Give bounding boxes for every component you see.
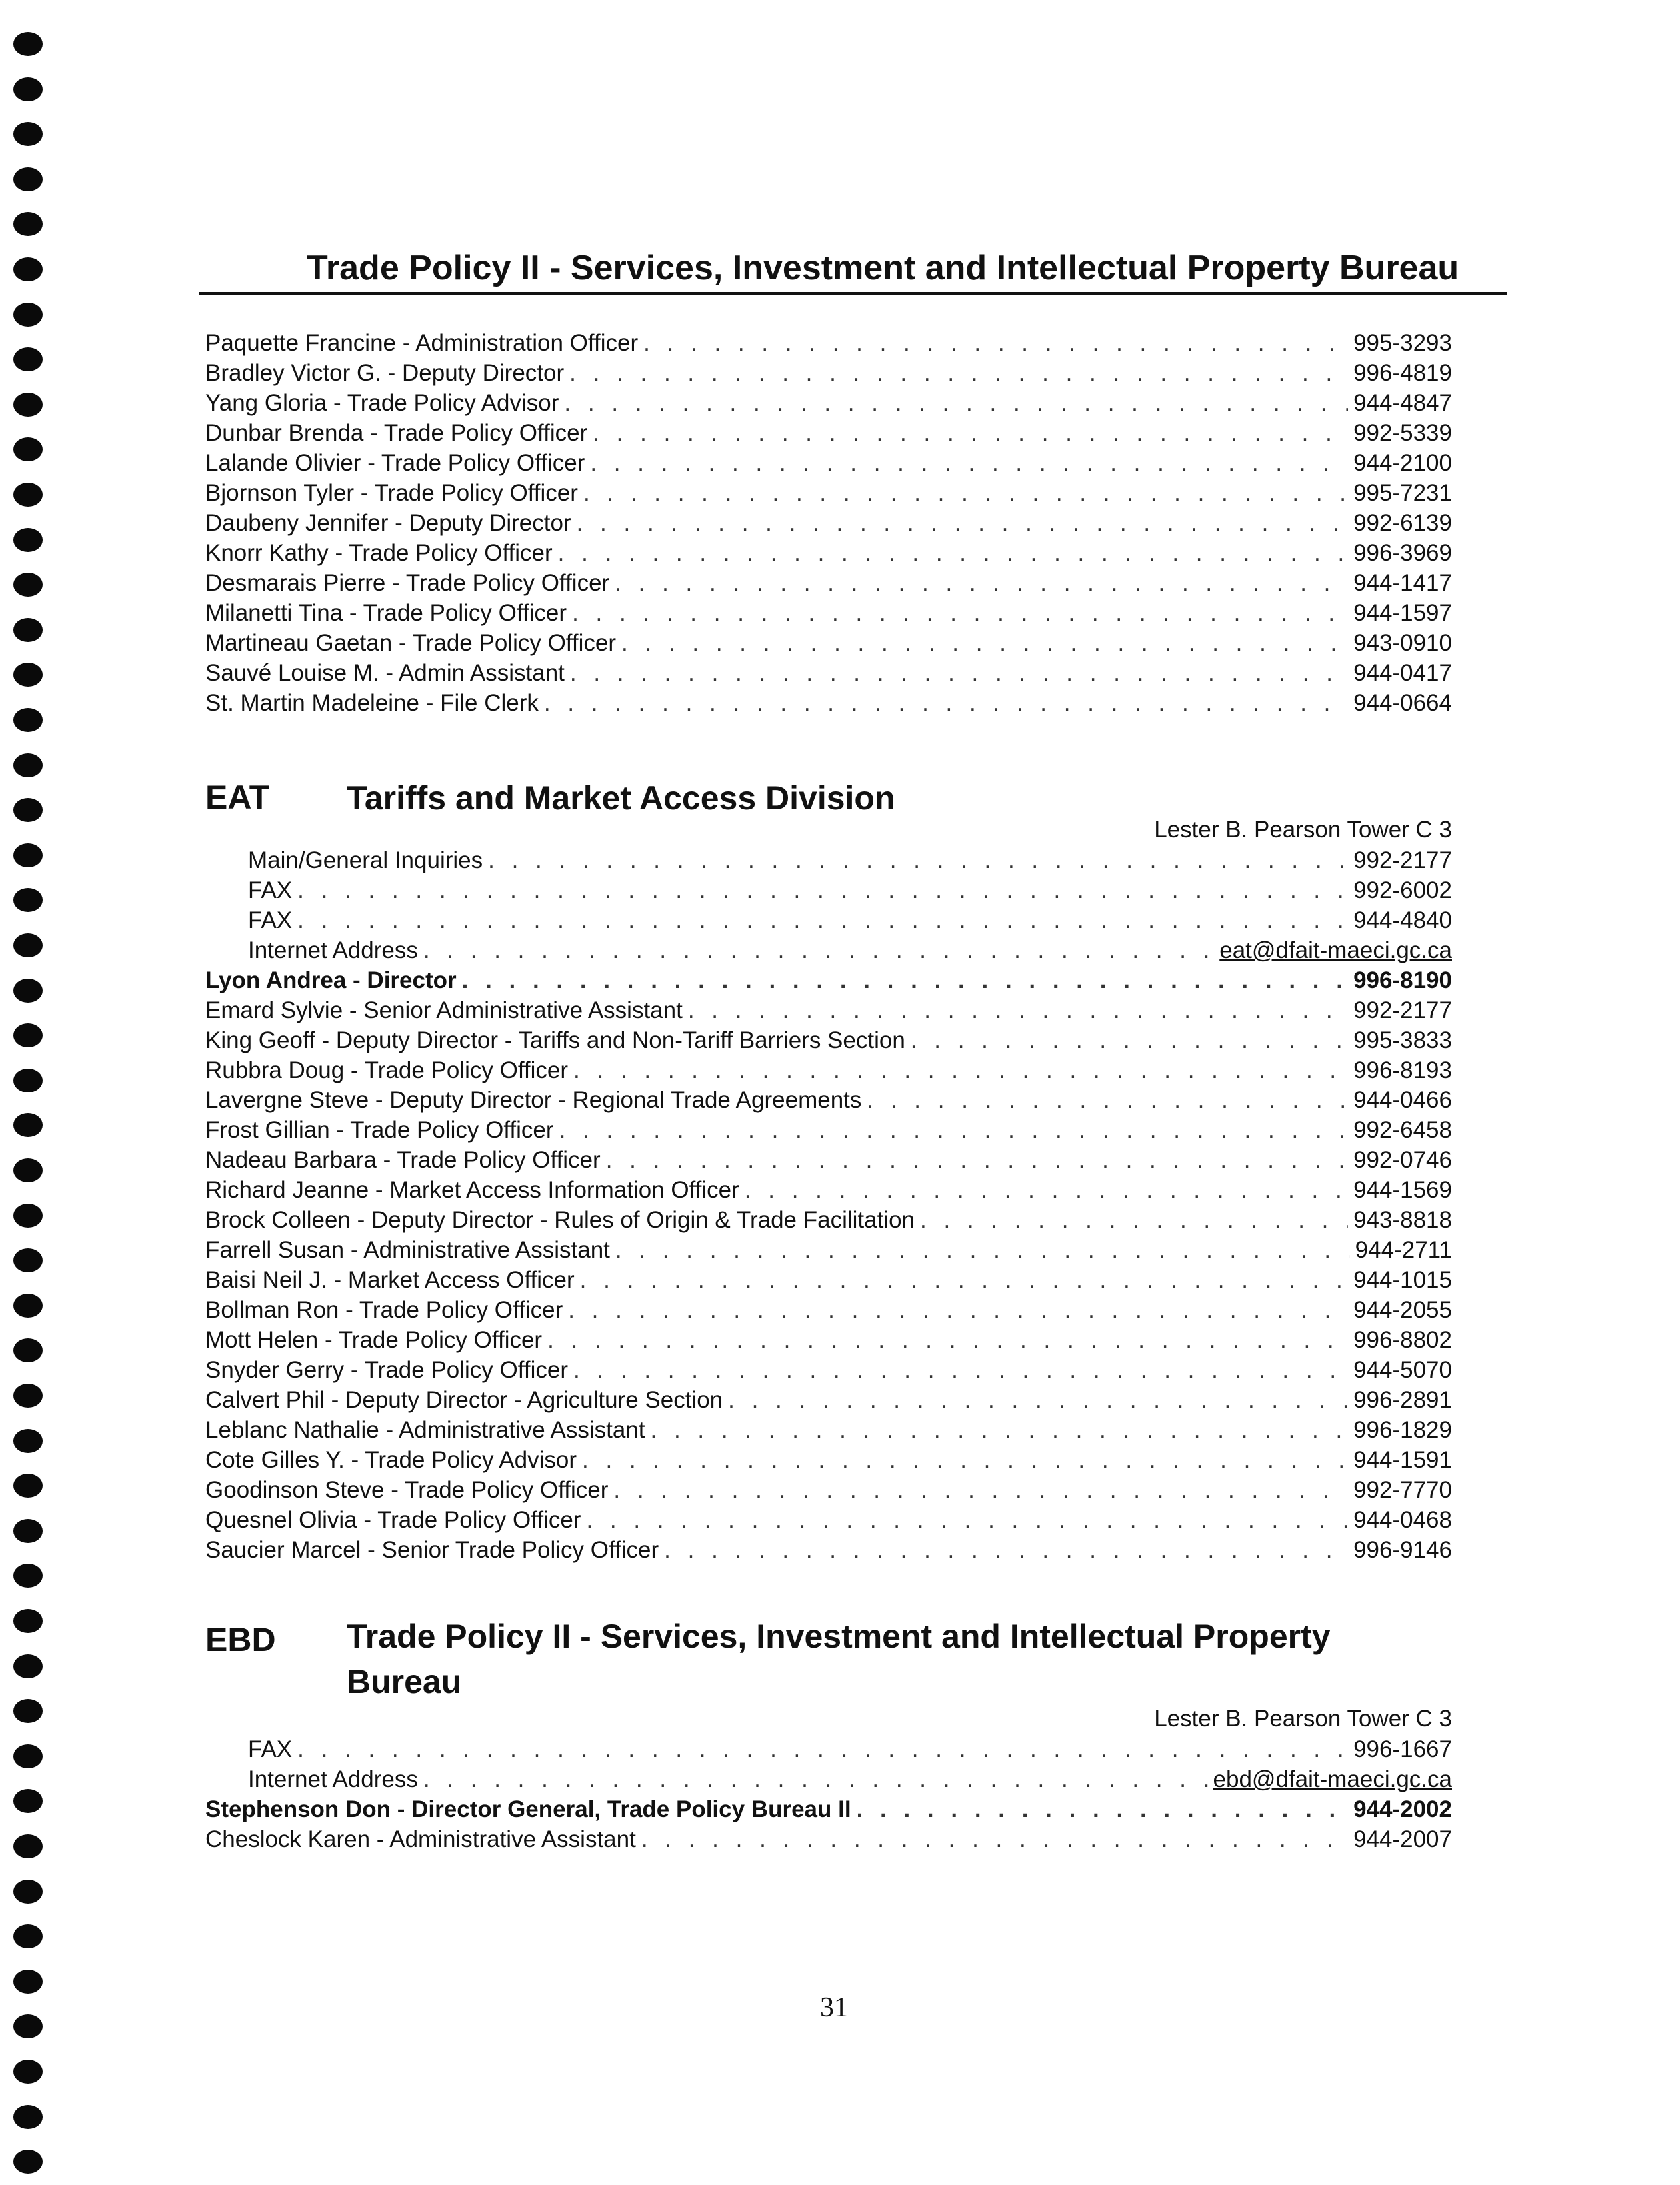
ebd-contact-list xyxy=(205,1734,1452,1794)
phone-number: 996-1829 xyxy=(1353,1417,1452,1443)
punch-hole-strip xyxy=(0,0,53,2185)
directory-row xyxy=(205,508,1452,538)
punch-hole xyxy=(13,2105,43,2129)
directory-row xyxy=(205,1355,1452,1385)
dot-leader xyxy=(488,845,1348,875)
entry-label: Bradley Victor G. - Deputy Director xyxy=(205,360,565,386)
phone-number: 992-6458 xyxy=(1353,1117,1452,1143)
email-link[interactable]: eat@dfait-maeci.gc.ca xyxy=(1219,937,1452,963)
entry-label: Lavergne Steve - Deputy Director - Regional Trade Agreements xyxy=(205,1087,862,1113)
entry-label: Saucier Marcel - Senior Trade Policy Officer xyxy=(205,1537,659,1563)
entry-label: Daubeny Jennifer - Deputy Director xyxy=(205,510,571,536)
entry-label: Goodinson Steve - Trade Policy Officer xyxy=(205,1477,609,1503)
directory-row xyxy=(205,1505,1452,1535)
dot-leader xyxy=(688,995,1348,1025)
punch-hole xyxy=(13,1069,43,1092)
phone-number: 943-0910 xyxy=(1353,630,1452,656)
directory-row xyxy=(205,388,1452,418)
phone-number: 996-8802 xyxy=(1353,1327,1452,1353)
eat-division-code: EAT xyxy=(205,779,270,816)
punch-hole xyxy=(13,393,43,417)
directory-row xyxy=(205,965,1452,995)
directory-row xyxy=(205,448,1452,478)
punch-hole xyxy=(13,1204,43,1228)
dot-leader xyxy=(590,448,1348,478)
punch-hole xyxy=(13,843,43,867)
phone-number: 944-4847 xyxy=(1353,390,1452,416)
punch-hole xyxy=(13,212,43,236)
directory-row xyxy=(205,1115,1452,1145)
punch-hole xyxy=(13,798,43,822)
entry-label: Rubbra Doug - Trade Policy Officer xyxy=(205,1057,569,1083)
directory-row xyxy=(205,538,1452,568)
entry-label: Brock Colleen - Deputy Director - Rules of Origin & Trade Facilitation xyxy=(205,1207,915,1233)
punch-hole xyxy=(13,167,43,191)
directory-row xyxy=(205,1295,1452,1325)
punch-hole xyxy=(13,2060,43,2084)
entry-label: Internet Address xyxy=(248,1766,418,1792)
phone-number: 944-2002 xyxy=(1353,1796,1452,1822)
directory-row xyxy=(205,1325,1452,1355)
dot-leader xyxy=(564,388,1348,418)
entry-label: Paquette Francine - Administration Officer xyxy=(205,330,639,356)
punch-hole xyxy=(13,1654,43,1678)
entry-label: Leblanc Nathalie - Administrative Assistant xyxy=(205,1417,645,1443)
ebd-division-title-line1: Trade Policy II - Services, Investment and Intellectual Property xyxy=(347,1618,1331,1655)
directory-row xyxy=(205,478,1452,508)
phone-number: 944-2007 xyxy=(1353,1826,1452,1852)
entry-label: Yang Gloria - Trade Policy Advisor xyxy=(205,390,559,416)
dot-leader xyxy=(577,508,1348,538)
directory-row xyxy=(205,1385,1452,1415)
dot-leader xyxy=(615,568,1348,598)
punch-hole xyxy=(13,1113,43,1137)
entry-label: FAX xyxy=(248,877,293,903)
punch-hole xyxy=(13,77,43,101)
dot-leader xyxy=(558,538,1348,568)
dot-leader xyxy=(664,1535,1348,1565)
dot-leader xyxy=(641,1824,1348,1854)
dot-leader xyxy=(745,1175,1348,1205)
dot-leader xyxy=(583,478,1348,508)
directory-row xyxy=(205,1205,1452,1235)
entry-label: Sauvé Louise M. - Admin Assistant xyxy=(205,660,565,686)
entry-label: Baisi Neil J. - Market Access Officer xyxy=(205,1267,575,1293)
directory-row xyxy=(205,1055,1452,1085)
directory-row xyxy=(205,1794,1452,1824)
directory-row xyxy=(205,328,1452,358)
punch-hole xyxy=(13,2014,43,2038)
dot-leader xyxy=(606,1145,1348,1175)
dot-leader xyxy=(613,1475,1348,1505)
phone-number: 944-2100 xyxy=(1353,450,1452,476)
punch-hole xyxy=(13,1564,43,1588)
eat-staff-list xyxy=(205,965,1452,1565)
punch-hole xyxy=(13,528,43,552)
punch-hole xyxy=(13,1474,43,1498)
directory-row xyxy=(205,1265,1452,1295)
dot-leader xyxy=(423,935,1214,965)
punch-hole xyxy=(13,1158,43,1182)
directory-row xyxy=(205,1085,1452,1115)
punch-hole xyxy=(13,1429,43,1453)
punch-hole xyxy=(13,1699,43,1723)
entry-label: Cote Gilles Y. - Trade Policy Advisor xyxy=(205,1447,577,1473)
dot-leader xyxy=(559,1115,1349,1145)
directory-row xyxy=(205,1175,1452,1205)
directory-row xyxy=(205,1445,1452,1475)
punch-hole xyxy=(13,1834,43,1858)
entry-label: Quesnel Olivia - Trade Policy Officer xyxy=(205,1507,581,1533)
dot-leader xyxy=(462,965,1348,995)
entry-label: Main/General Inquiries xyxy=(248,847,483,873)
phone-number: 996-4819 xyxy=(1353,360,1452,386)
phone-number: 992-5339 xyxy=(1353,420,1452,446)
entry-label: King Geoff - Deputy Director - Tariffs and Non-Tariff Barriers Section xyxy=(205,1027,905,1053)
entry-label: St. Martin Madeleine - File Clerk xyxy=(205,690,539,716)
entry-label: Richard Jeanne - Market Access Information Officer xyxy=(205,1177,739,1203)
entry-label: Nadeau Barbara - Trade Policy Officer xyxy=(205,1147,601,1173)
ebd-division-title-line2: Bureau xyxy=(347,1663,462,1700)
contact-row xyxy=(205,1764,1452,1794)
phone-number: 996-2891 xyxy=(1353,1387,1452,1413)
phone-number: 944-0466 xyxy=(1353,1087,1452,1113)
punch-hole xyxy=(13,257,43,281)
phone-number: 995-3833 xyxy=(1353,1027,1452,1053)
entry-label: Dunbar Brenda - Trade Policy Officer xyxy=(205,420,588,446)
punch-hole xyxy=(13,1338,43,1362)
punch-hole xyxy=(13,1519,43,1543)
phone-number: 944-2055 xyxy=(1353,1297,1452,1323)
dot-leader xyxy=(568,1295,1348,1325)
ebd-division-code: EBD xyxy=(205,1621,276,1658)
dot-leader xyxy=(615,1235,1350,1265)
entry-label: Knorr Kathy - Trade Policy Officer xyxy=(205,540,553,566)
contact-row xyxy=(205,845,1452,875)
directory-row xyxy=(205,1475,1452,1505)
dot-leader xyxy=(569,358,1348,388)
eat-contact-list xyxy=(205,845,1452,965)
dot-leader xyxy=(547,1325,1348,1355)
dot-leader xyxy=(911,1025,1348,1055)
phone-number: 992-7770 xyxy=(1353,1477,1452,1503)
directory-row xyxy=(205,568,1452,598)
entry-label: FAX xyxy=(248,1736,293,1762)
directory-row xyxy=(205,658,1452,688)
dot-leader xyxy=(423,1764,1208,1794)
punch-hole xyxy=(13,753,43,777)
entry-label: FAX xyxy=(248,907,293,933)
punch-hole xyxy=(13,32,43,56)
entry-label: Milanetti Tina - Trade Policy Officer xyxy=(205,600,567,626)
entry-label: Bjornson Tyler - Trade Policy Officer xyxy=(205,480,578,506)
dot-leader xyxy=(580,1265,1348,1295)
dot-leader xyxy=(297,1734,1348,1764)
dot-leader xyxy=(621,628,1348,658)
phone-number: 944-0468 xyxy=(1353,1507,1452,1533)
phone-number: 996-9146 xyxy=(1353,1537,1452,1563)
dot-leader xyxy=(297,905,1348,935)
dot-leader xyxy=(570,658,1348,688)
dot-leader xyxy=(920,1205,1348,1235)
phone-number: 995-3293 xyxy=(1353,330,1452,356)
dot-leader xyxy=(582,1445,1348,1475)
directory-row xyxy=(205,358,1452,388)
entry-label: Stephenson Don - Director General, Trade Policy Bureau II xyxy=(205,1796,851,1822)
phone-number: 944-0664 xyxy=(1353,690,1452,716)
dot-leader xyxy=(728,1385,1348,1415)
punch-hole xyxy=(13,437,43,461)
directory-row xyxy=(205,688,1452,718)
bureau-staff-list xyxy=(205,328,1452,718)
directory-row xyxy=(205,1415,1452,1445)
punch-hole xyxy=(13,933,43,957)
punch-hole xyxy=(13,573,43,597)
phone-number: 944-1569 xyxy=(1353,1177,1452,1203)
dot-leader xyxy=(867,1085,1348,1115)
email-link[interactable]: ebd@dfait-maeci.gc.ca xyxy=(1213,1766,1452,1792)
phone-number: 944-5070 xyxy=(1353,1357,1452,1383)
entry-label: Emard Sylvie - Senior Administrative Assistant xyxy=(205,997,683,1023)
entry-label: Lalande Olivier - Trade Policy Officer xyxy=(205,450,585,476)
contact-row xyxy=(205,875,1452,905)
entry-label: Farrell Susan - Administrative Assistant xyxy=(205,1237,610,1263)
dot-leader xyxy=(572,598,1348,628)
phone-number: 996-1667 xyxy=(1353,1736,1452,1762)
dot-leader xyxy=(593,418,1348,448)
title-underline xyxy=(199,292,1507,295)
punch-hole xyxy=(13,618,43,642)
phone-number: 992-6002 xyxy=(1353,877,1452,903)
phone-number: 996-8193 xyxy=(1353,1057,1452,1083)
phone-number: 944-2711 xyxy=(1355,1237,1452,1263)
punch-hole xyxy=(13,663,43,687)
page-title: Trade Policy II - Services, Investment and Intellectual Property Bureau xyxy=(307,249,1459,287)
entry-label: Internet Address xyxy=(248,937,418,963)
punch-hole xyxy=(13,708,43,732)
entry-label: Cheslock Karen - Administrative Assistant xyxy=(205,1826,636,1852)
entry-label: Calvert Phil - Deputy Director - Agriculture Section xyxy=(205,1387,723,1413)
dot-leader xyxy=(573,1355,1348,1385)
phone-number: 992-2177 xyxy=(1353,997,1452,1023)
phone-number: 944-1417 xyxy=(1353,570,1452,596)
punch-hole xyxy=(13,979,43,1003)
phone-number: 996-8190 xyxy=(1353,967,1452,993)
contact-row xyxy=(205,905,1452,935)
phone-number: 944-1591 xyxy=(1353,1447,1452,1473)
directory-row xyxy=(205,628,1452,658)
phone-number: 943-8818 xyxy=(1353,1207,1452,1233)
punch-hole xyxy=(13,1384,43,1408)
contact-row xyxy=(205,1734,1452,1764)
punch-hole xyxy=(13,1789,43,1813)
directory-row xyxy=(205,1145,1452,1175)
directory-row xyxy=(205,995,1452,1025)
eat-division-title: Tariffs and Market Access Division xyxy=(347,779,895,817)
punch-hole xyxy=(13,1880,43,1904)
phone-number: 992-2177 xyxy=(1353,847,1452,873)
punch-hole xyxy=(13,1294,43,1318)
punch-hole xyxy=(13,122,43,146)
entry-label: Desmarais Pierre - Trade Policy Officer xyxy=(205,570,610,596)
entry-label: Mott Helen - Trade Policy Officer xyxy=(205,1327,543,1353)
punch-hole xyxy=(13,1023,43,1047)
phone-number: 992-6139 xyxy=(1353,510,1452,536)
dot-leader xyxy=(857,1794,1349,1824)
phone-number: 995-7231 xyxy=(1353,480,1452,506)
directory-row xyxy=(205,598,1452,628)
ebd-staff-list xyxy=(205,1794,1452,1854)
directory-row xyxy=(205,418,1452,448)
directory-row xyxy=(205,1535,1452,1565)
directory-row xyxy=(205,1025,1452,1055)
dot-leader xyxy=(573,1055,1348,1085)
punch-hole xyxy=(13,888,43,912)
dot-leader xyxy=(544,688,1348,718)
phone-number: 944-1597 xyxy=(1353,600,1452,626)
contact-row xyxy=(205,935,1452,965)
eat-location: Lester B. Pearson Tower C 3 xyxy=(1154,817,1452,843)
dot-leader xyxy=(651,1415,1349,1445)
entry-label: Martineau Gaetan - Trade Policy Officer xyxy=(205,630,617,656)
phone-number: 996-3969 xyxy=(1353,540,1452,566)
entry-label: Snyder Gerry - Trade Policy Officer xyxy=(205,1357,568,1383)
entry-label: Lyon Andrea - Director xyxy=(205,967,457,993)
punch-hole xyxy=(13,1924,43,1948)
directory-row xyxy=(205,1824,1452,1854)
dot-leader xyxy=(297,875,1348,905)
phone-number: 992-0746 xyxy=(1353,1147,1452,1173)
directory-row xyxy=(205,1235,1452,1265)
entry-label: Bollman Ron - Trade Policy Officer xyxy=(205,1297,563,1323)
dot-leader xyxy=(643,328,1348,358)
punch-hole xyxy=(13,303,43,327)
page-number: 31 xyxy=(820,1992,848,2023)
phone-number: 944-1015 xyxy=(1353,1267,1452,1293)
punch-hole xyxy=(13,1744,43,1768)
punch-hole xyxy=(13,1248,43,1272)
punch-hole xyxy=(13,1609,43,1633)
phone-number: 944-4840 xyxy=(1353,907,1452,933)
punch-hole xyxy=(13,1970,43,1994)
dot-leader xyxy=(586,1505,1348,1535)
punch-hole xyxy=(13,347,43,371)
entry-label: Frost Gillian - Trade Policy Officer xyxy=(205,1117,554,1143)
phone-number: 944-0417 xyxy=(1353,660,1452,686)
punch-hole xyxy=(13,483,43,507)
punch-hole xyxy=(13,2150,43,2174)
ebd-location: Lester B. Pearson Tower C 3 xyxy=(1154,1706,1452,1732)
